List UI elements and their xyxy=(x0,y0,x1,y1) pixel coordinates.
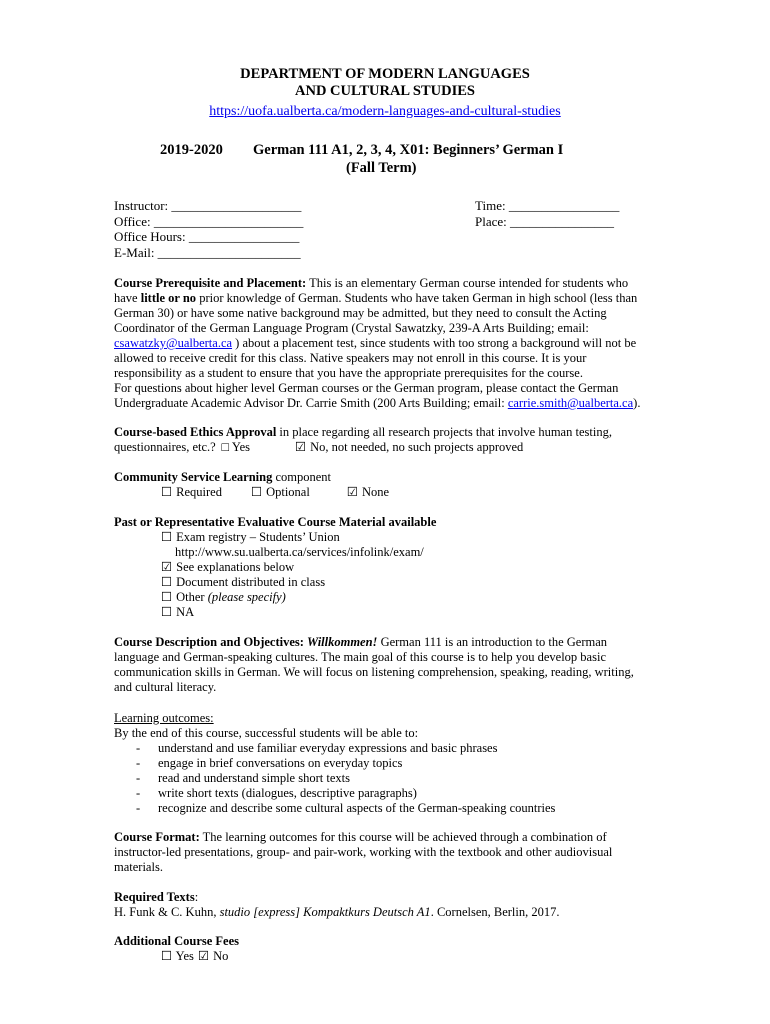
community-optional-checkbox[interactable]: ☐ xyxy=(250,485,263,499)
academic-year: 2019-2020 xyxy=(160,142,223,158)
other-label: Other xyxy=(176,590,208,604)
format-text-3: materials. xyxy=(114,860,163,874)
course-title: German 111 A1, 2, 3, 4, X01: Beginners’ German I xyxy=(253,142,564,158)
time-field: Time: _________________ xyxy=(475,198,620,213)
coordinator-email-link[interactable]: csawatzky@ualberta.ca xyxy=(114,336,233,350)
department-title xyxy=(0,66,770,100)
willkommen-text: Willkommen! xyxy=(307,635,378,649)
prerequisite-text-1: This is an elementary German course intended for students who xyxy=(306,276,629,290)
exam-registry-label: Exam registry – Students’ Union xyxy=(176,530,340,544)
prerequisite-text-7: responsibility as a student to ensure that you have the appropriate prerequisites for the course. xyxy=(114,366,583,380)
community-required-checkbox[interactable]: ☐ xyxy=(160,485,173,499)
little-or-no-emphasis: little or no xyxy=(140,291,197,305)
department-url-wrap xyxy=(0,104,770,120)
community-text: component xyxy=(272,470,331,484)
prerequisite-text-2c: prior knowledge of German. Students who have taken German in high school (less than xyxy=(196,291,638,305)
instructor-field: Instructor: ____________________ xyxy=(114,198,302,213)
texts-book-title: studio [express] Kompaktkurs Deutsch A1 xyxy=(219,905,431,919)
format-text-1: The learning outcomes for this course will be achieved through a combination of xyxy=(199,830,607,844)
fees-no-checkbox[interactable]: ☑ xyxy=(197,949,210,963)
outcome-item xyxy=(114,741,654,756)
exam-registry-checkbox[interactable]: ☐ xyxy=(160,530,173,544)
contact-info-right xyxy=(475,198,619,229)
outcomes-heading: Learning outcomes: xyxy=(114,711,214,725)
ethics-section xyxy=(114,425,654,455)
office-hours-field: Office Hours: _________________ xyxy=(114,229,300,244)
other-specify-hint: (please specify) xyxy=(207,590,286,604)
prerequisite-text-4: Coordinator of the German Language Program (Crystal Sawatzky, 239-A Arts Building; email: xyxy=(114,321,589,335)
description-section xyxy=(114,635,654,695)
ethics-no-checkbox[interactable]: ☑ xyxy=(294,440,307,454)
outcome-item xyxy=(114,771,654,786)
ethics-heading: Course-based Ethics Approval xyxy=(114,425,277,439)
exam-registry-url: http://www.su.ualberta.ca/services/infolink/exam/ xyxy=(175,545,424,559)
description-text-3: communication skills in German. We will focus on listening comprehension, speaking, reading, writing, xyxy=(114,665,634,679)
document-distributed-label: Document distributed in class xyxy=(176,575,326,589)
outcome-dash: - xyxy=(136,771,141,785)
description-text-2: language and German-speaking cultures. The main goal of this course is to help you develop basic xyxy=(114,650,606,664)
community-section xyxy=(114,470,654,500)
fees-section xyxy=(114,934,654,964)
other-checkbox[interactable]: ☐ xyxy=(160,590,173,604)
see-explanations-checkbox[interactable]: ☑ xyxy=(160,560,173,574)
prerequisite-heading: Course Prerequisite and Placement: xyxy=(114,276,307,290)
texts-section xyxy=(114,890,654,920)
community-none-label: None xyxy=(361,485,390,499)
advisor-email-link[interactable]: carrie.smith@ualberta.ca xyxy=(507,396,634,410)
outcomes-section xyxy=(114,711,654,816)
prerequisite-text-6: allowed to receive credit for this class. Native speakers may not enroll in this course. It is your xyxy=(114,351,587,365)
format-text-2: instructor-led presentations, group- and pair-work, working with the textbook and other audiovisual xyxy=(114,845,613,859)
fees-no-label: No xyxy=(213,949,229,963)
outcome-text: engage in brief conversations on everyday topics xyxy=(158,756,403,770)
fees-yes-checkbox[interactable]: ☐ xyxy=(160,949,173,963)
ethics-text-2: questionnaires, etc.? xyxy=(114,440,219,454)
texts-heading: Required Texts xyxy=(114,890,195,904)
contact-info-left xyxy=(114,198,303,260)
outcome-item xyxy=(114,801,654,816)
ethics-text-1: in place regarding all research projects that involve human testing, xyxy=(276,425,612,439)
outcome-text: write short texts (dialogues, descriptive paragraphs) xyxy=(158,786,417,800)
prerequisite-text-3: German 30) or have some native background may be admitted, but they need to consult the Acting xyxy=(114,306,607,320)
prerequisite-section xyxy=(114,276,674,411)
prerequisite-text-5: ) about a placement test, since students with too strong a background will not be xyxy=(232,336,637,350)
na-label: NA xyxy=(176,605,195,619)
community-required-label: Required xyxy=(176,485,222,499)
texts-colon: : xyxy=(194,890,199,904)
community-heading: Community Service Learning xyxy=(114,470,273,484)
description-text-1: German 111 is an introduction to the German xyxy=(377,635,608,649)
email-field: E-Mail: ______________________ xyxy=(114,244,301,260)
community-none-checkbox[interactable]: ☑ xyxy=(346,485,358,499)
outcome-dash: - xyxy=(136,786,141,800)
outcome-dash: - xyxy=(136,756,141,770)
prerequisite-text-9-end: ). xyxy=(633,396,641,410)
na-checkbox[interactable]: ☐ xyxy=(160,605,173,619)
evaluative-heading: Past or Representative Evaluative Course Material available xyxy=(114,515,437,529)
term: (Fall Term) xyxy=(346,160,417,176)
fees-yes-label: Yes xyxy=(175,949,194,963)
outcomes-intro: By the end of this course, successful students will be able to: xyxy=(114,726,419,740)
format-section xyxy=(114,830,654,875)
department-line-1: DEPARTMENT OF MODERN LANGUAGES xyxy=(240,66,530,82)
outcome-item xyxy=(114,756,654,771)
prerequisite-text-9: Undergraduate Academic Advisor Dr. Carrie Smith (200 Arts Building; email: xyxy=(114,396,508,410)
ethics-no-label: No, not needed, no such projects approved xyxy=(310,440,524,454)
evaluative-section xyxy=(114,515,654,620)
outcome-dash: - xyxy=(136,801,141,815)
place-field: Place: ________________ xyxy=(475,213,615,229)
department-line-2: AND CULTURAL STUDIES xyxy=(295,83,475,99)
outcome-text: read and understand simple short texts xyxy=(158,771,350,785)
department-url-link[interactable]: https://uofa.ualberta.ca/modern-languages-and-cultural-studies xyxy=(209,104,561,119)
description-text-4: and cultural literacy. xyxy=(114,680,217,694)
texts-author: H. Funk & C. Kuhn, xyxy=(114,905,220,919)
outcome-text: understand and use familiar everyday expressions and basic phrases xyxy=(158,741,498,755)
prerequisite-text-8: For questions about higher level German courses or the German program, please contact the German xyxy=(114,381,619,395)
document-distributed-checkbox[interactable]: ☐ xyxy=(160,575,173,589)
ethics-yes-checkbox[interactable]: □ xyxy=(221,440,230,454)
outcome-text: recognize and describe some cultural aspects of the German-speaking countries xyxy=(158,801,556,815)
prerequisite-text-2a: have xyxy=(114,291,141,305)
outcome-item xyxy=(114,786,654,801)
outcome-dash: - xyxy=(136,741,141,755)
community-optional-label: Optional xyxy=(266,485,310,499)
see-explanations-label: See explanations below xyxy=(176,560,295,574)
description-heading: Course Description and Objectives: xyxy=(114,635,304,649)
format-heading: Course Format: xyxy=(114,830,200,844)
ethics-yes-label: Yes xyxy=(231,440,251,454)
fees-heading: Additional Course Fees xyxy=(114,934,239,948)
office-field: Office: _______________________ xyxy=(114,213,304,229)
texts-publisher: . Cornelsen, Berlin, 2017. xyxy=(430,905,560,919)
